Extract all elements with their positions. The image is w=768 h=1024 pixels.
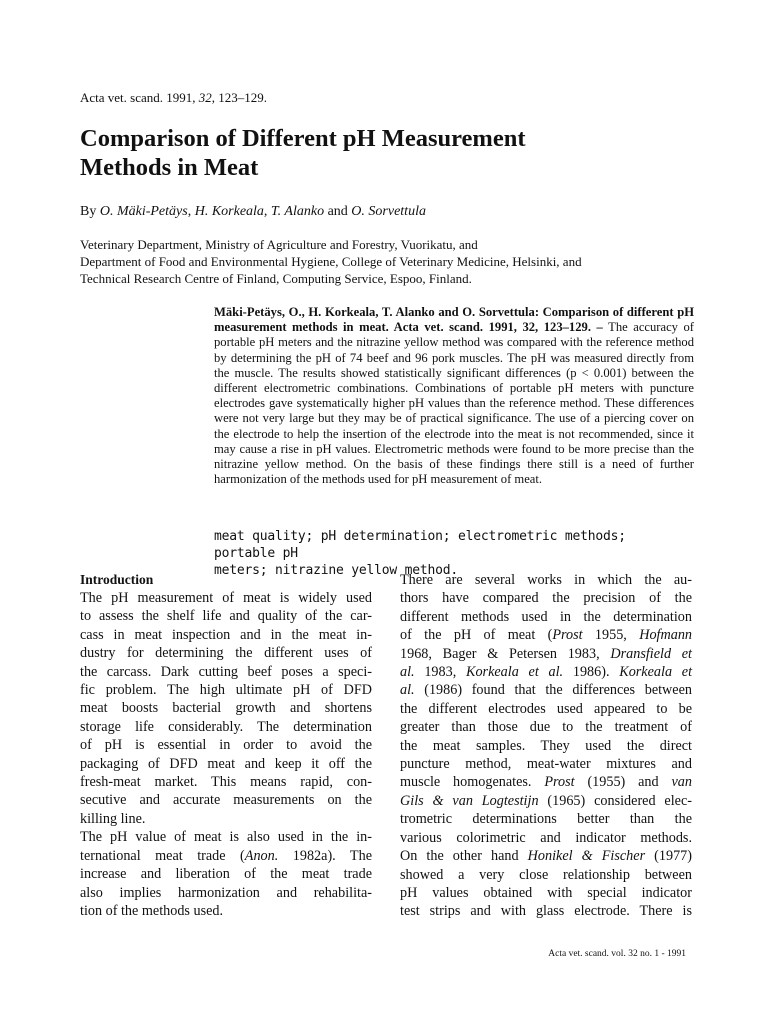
introduction-column xyxy=(80,571,372,920)
body-line xyxy=(400,663,692,681)
citation-ref: Anon. xyxy=(244,847,279,864)
article-title xyxy=(80,124,700,182)
body-line: showed a very close relationship between xyxy=(400,866,692,883)
citation-ref: van xyxy=(671,774,692,791)
body-text: (1977) xyxy=(645,848,692,865)
body-text: (1986) found that the differences between xyxy=(414,682,692,699)
body-line: thors have compared the precision of the xyxy=(400,590,692,607)
body-text: On the other hand xyxy=(400,848,528,865)
body-line: fic problem. The high ultimate pH of DFD xyxy=(80,682,372,699)
author-and: and xyxy=(324,204,352,219)
body-line: the meat samples. They used the direct xyxy=(400,737,692,754)
body-text: 1983, xyxy=(414,664,466,681)
body-line: packaging of DFD meat and keep it off the xyxy=(80,755,372,772)
citation-ref: Prost xyxy=(544,774,575,791)
citation-ref: Dransfield et xyxy=(610,645,692,662)
citation-ref: Prost xyxy=(552,627,583,644)
affiliation-line: Department of Food and Environmental Hygiene, College of Veterinary Medicine, Helsinki, and xyxy=(80,254,582,269)
body-line xyxy=(400,773,692,791)
author-4: O. Sorvettula xyxy=(351,204,426,219)
abstract-lead: Mäki-Petäys, O., H. Korkeala, T. Alanko and O. Sorvettula: Comparison of different pH measurement methods in meat. Acta vet. scand. 1991, 32, 123–129. – xyxy=(214,305,694,335)
body-text: 1986). xyxy=(563,664,620,681)
citation-ref: Honikel & Fischer xyxy=(527,848,646,865)
body-text: ternational meat trade ( xyxy=(80,847,245,864)
body-line: also implies harmonization and rehabilita- xyxy=(80,884,372,901)
page-footer: Acta vet. scand. vol. 32 no. 1 - 1991 xyxy=(548,949,686,959)
body-line xyxy=(400,847,692,865)
by-label: By xyxy=(80,204,100,219)
affiliations xyxy=(80,236,700,287)
title-line-2: Methods in Meat xyxy=(80,154,259,181)
body-line: storage life considerably. The determination xyxy=(80,718,372,735)
body-text: muscle homogenates. xyxy=(400,774,545,791)
body-line: puncture method, meat-water mixtures and xyxy=(400,756,692,773)
citation-ref: Hofmann xyxy=(639,627,693,644)
citation-ref: Korkeala et xyxy=(619,664,693,681)
journal-citation xyxy=(80,90,267,106)
citation-volume: 32 xyxy=(198,90,212,105)
body-line: cass in meat inspection and in the meat in- xyxy=(80,626,372,643)
affiliation-line: Veterinary Department, Ministry of Agriculture and Forestry, Vuorikatu, and xyxy=(80,237,478,252)
body-text: (1965) considered elec- xyxy=(538,792,692,809)
affiliation-line: Technical Research Centre of Finland, Computing Service, Espoo, Finland. xyxy=(80,271,472,286)
body-line xyxy=(400,681,692,699)
body-line xyxy=(400,626,692,644)
body-line: the different electrodes used appeared to be xyxy=(400,700,692,717)
body-line: increase and liberation of the meat trade xyxy=(80,866,372,883)
body-line: pH values obtained with special indicator xyxy=(400,884,692,901)
body-line: various colorimetric and indicator methods. xyxy=(400,829,692,846)
body-line: killing line. xyxy=(80,810,146,827)
author-2: H. Korkeala xyxy=(194,204,264,219)
body-text: 1955, xyxy=(582,627,640,644)
body-line: There are several works in which the au- xyxy=(400,572,692,588)
abstract xyxy=(214,305,694,487)
citation-text: Acta vet. scand. 1991, xyxy=(80,90,199,105)
body-line: different methods used in the determination xyxy=(400,608,692,625)
body-line: fresh-meat market. This means rapid, con- xyxy=(80,774,372,791)
body-line: The pH measurement of meat is widely used xyxy=(80,590,372,606)
right-column xyxy=(400,571,692,921)
body-line: of pH is essential in order to avoid the xyxy=(80,737,372,754)
citation-ref: al. xyxy=(400,664,415,681)
body-text: of the pH of meat ( xyxy=(400,627,553,644)
body-line xyxy=(80,847,372,865)
body-line: meat boosts bacterial growth and shortens xyxy=(80,700,372,717)
author-3: T. Alanko xyxy=(270,204,325,219)
body-line: tion of the methods used. xyxy=(80,902,224,919)
body-line: secutive and accurate measurements on the xyxy=(80,792,372,809)
body-line: trometric determinations better than the xyxy=(400,811,692,828)
body-line: dustry for determining the different uses of xyxy=(80,645,372,662)
body-line xyxy=(400,645,692,663)
author-sep: , xyxy=(187,204,195,219)
author-line xyxy=(80,204,426,220)
citation-ref: Gils & van Logtestijn xyxy=(400,792,539,809)
body-text: 1982a). The xyxy=(278,847,372,864)
title-line-1: Comparison of Different pH Measurement xyxy=(80,125,526,152)
section-heading: Introduction xyxy=(80,572,154,587)
keywords-line: meters; nitrazine yellow method. xyxy=(214,563,459,578)
author-sep: , xyxy=(263,204,271,219)
body-line: greater than those due to the treatment of xyxy=(400,719,692,736)
author-1: O. Mäki-Petäys xyxy=(99,204,188,219)
citation-ref: al. xyxy=(400,682,415,699)
body-text: 1968, Bager & Petersen 1983, xyxy=(400,645,611,662)
body-line: to assess the shelf life and quality of the car- xyxy=(80,608,372,625)
body-text: (1955) and xyxy=(574,774,672,791)
body-line: the carcass. Dark cutting beef poses a speci- xyxy=(80,663,372,680)
keywords-line: meat quality; pH determination; electrometric methods; portable pH xyxy=(214,529,626,561)
body-line: The pH value of meat is also used in the in- xyxy=(80,829,372,846)
body-line: test strips and with glass electrode. There is xyxy=(400,903,692,920)
abstract-body: The accuracy of portable pH meters and the nitrazine yellow method was compared with the reference method by determining the pH of 74 beef and 96 pork muscles. The pH was measured directly from the muscle. The results showed statistically significant differences (p < 0.001) between the different electrometric combinations. Combinations of portable pH meters with puncture electrodes gave systematically higher pH values than the reference method. These differences were not very large but they may be of practical significance. The use of a piercing cover on the electrode to help the insertion of the electrode into the meat is not recommended, since it may cause a rise in pH values. Electrometric methods were found to be more precise than the nitrazine yellow method. On the basis of these findings there still is a need of further harmonization of the methods used for pH measurement of meat. xyxy=(214,320,694,487)
citation-ref: Korkeala et al. xyxy=(466,664,564,681)
citation-pages: , 123–129. xyxy=(211,90,268,105)
body-line xyxy=(400,792,692,810)
